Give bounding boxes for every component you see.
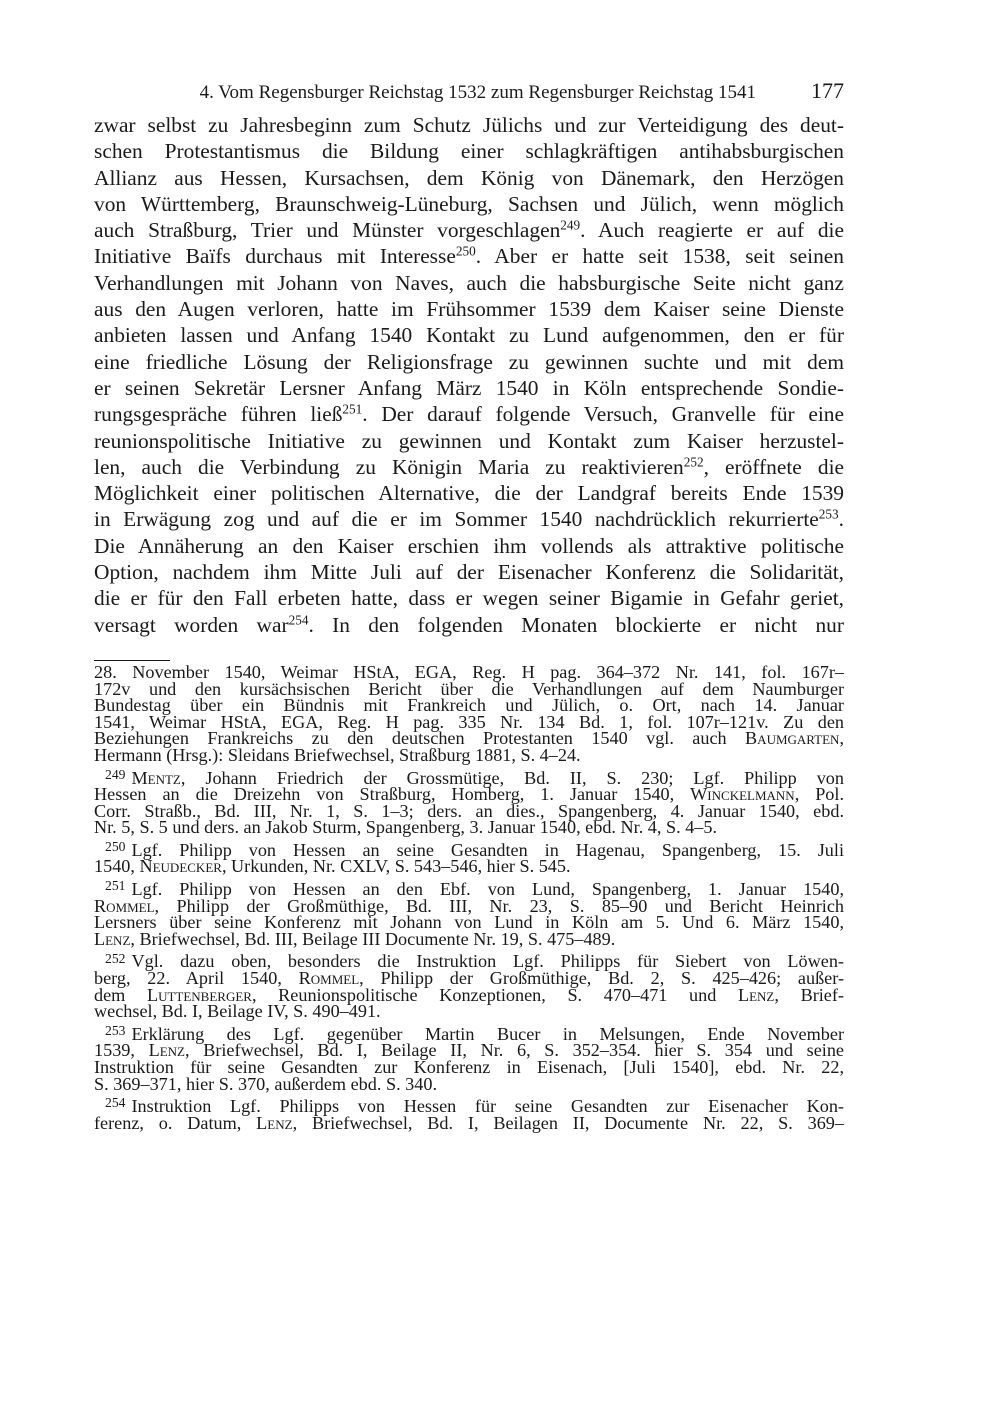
author-name: Lenz (256, 1112, 293, 1133)
footnote-text: ferenz, o. Datum, Lenz, Briefwechsel, Bd. I, Beilagen II, Documente Nr. 22, S. 369– (94, 1112, 844, 1133)
text-line: von Württemberg, Braunschweig-Lüneburg, Sachsen und Jülich, wenn möglich (94, 191, 844, 216)
footnote-text: Erklärung des Lgf. gegenüber Martin Bucer in Melsungen, Ende November (131, 1023, 844, 1044)
footnote-line (94, 1073, 844, 1094)
text-line: er seinen Sekretär Lersner Anfang März 1540 in Köln entsprechende Sondie- (94, 375, 844, 400)
footnote (94, 1095, 844, 1133)
footnotes (94, 661, 845, 1133)
footnote-number: 250 (105, 839, 126, 855)
footnote (94, 878, 844, 949)
footnote-reference[interactable]: 252 (683, 454, 704, 470)
footnote (94, 950, 844, 1022)
text-segment: in Erwägung zog und auf die er im Sommer 1540 nachdrücklich rekurrierte (94, 507, 819, 532)
author-name: Lenz (737, 984, 775, 1005)
footnote-separator (94, 660, 170, 661)
author-name: Winckelmann (690, 784, 795, 805)
running-title: 4. Vom Regensburger Reichstag 1532 zum Regensburger Reichstag 1541 (199, 82, 756, 103)
text-segment: . (838, 507, 844, 532)
footnote-number: 254 (105, 1095, 126, 1111)
footnote (94, 661, 844, 765)
footnote (94, 1023, 845, 1094)
footnote-text: Lersners über seine Konferenz mit Johann von Lund in Köln am 5. Und 6. März 1540, (94, 912, 844, 933)
footnote-text: Hessen an die Dreizehn von Straßburg, Homberg, 1. Januar 1540, Winckelmann, Pol. (94, 784, 844, 805)
author-name: Rommel (94, 895, 155, 916)
text-line: schen Protestantismus die Bildung einer schlagkräftigen antihabsburgischen (94, 139, 844, 164)
author-name: Mentz (131, 767, 181, 788)
footnote-line (94, 858, 844, 875)
text-line: zwar selbst zu Jahresbeginn zum Schutz Jülichs und zur Verteidigung des deut- (94, 113, 844, 137)
footnote-text: Vgl. dazu oben, besonders die Instruktion Lgf. Philipps für Siebert von Löwen- (131, 951, 844, 972)
footnote-text: wechsel, Bd. I, Beilage IV, S. 490–491. (94, 1001, 381, 1022)
text-segment: auch Straßburg, Trier und Münster vorgeschlagen (94, 218, 561, 243)
text-line: Verhandlungen mit Johann von Naves, auch die habsburgische Seite nicht ganz (94, 270, 844, 295)
footnote-line (94, 1003, 844, 1020)
footnote-text: Instruktion Lgf. Philipps von Hessen für seine Gesandten zur Eisenacher Kon- (131, 1096, 844, 1117)
text-segment: . Der darauf folgende Versuch, Granvelle für eine (362, 402, 844, 427)
text-segment: . In den folgenden Monaten blockierte er nicht nur (308, 612, 844, 637)
footnote-reference[interactable]: 249 (560, 217, 581, 233)
text-line: aus den Augen verloren, hatte im Frühsommer 1539 dem Kaiser seine Dienste (94, 297, 844, 322)
footnote-text: Nr. 5, S. 5 und ders. an Jakob Sturm, Spangenberg, 3. Januar 1540, ebd. Nr. 4, S. 4–5. (94, 817, 718, 838)
footnote-text: Hermann (Hrsg.): Sleidans Briefwechsel, Straßburg 1881, S. 4–24. (94, 744, 581, 765)
footnote-number: 253 (105, 1023, 126, 1039)
main-text (94, 112, 844, 638)
footnote-reference[interactable]: 254 (288, 612, 309, 628)
footnote-text: S. 369–371, hier S. 370, außerdem ebd. S. 340. (94, 1073, 438, 1094)
text-segment: len, auch die Verbindung zu Königin Maria zu reaktivieren (94, 454, 684, 479)
footnote-text: berg, 22. April 1540, Rommel, Philipp der Großmüthige, Bd. 2, S. 425–426; außer- (94, 968, 844, 989)
footnote-text: 1540, Neudecker, Urkunden, Nr. CXLV, S. 543–546, hier S. 545. (94, 856, 571, 877)
footnote-reference[interactable]: 253 (818, 507, 839, 523)
footnote-text: Rommel, Philipp der Großmüthige, Bd. III, Nr. 23, S. 85–90 und Bericht Heinrich (94, 895, 844, 916)
author-name: Luttenberger (146, 984, 252, 1005)
text-line (94, 454, 844, 480)
text-line: die er für den Fall erbeten hatte, dass er wegen seiner Bigamie in Gefahr geriet, (94, 586, 844, 611)
text-segment: versagt worden war (94, 612, 289, 637)
footnote-text: Mentz, Johann Friedrich der Grossmütige, Bd. II, S. 230; Lgf. Philipp von (131, 767, 844, 788)
text-segment: rungsgespräche führen ließ (94, 402, 343, 427)
footnote-reference[interactable]: 250 (455, 244, 476, 260)
footnote-line (94, 928, 844, 949)
author-name: Lenz (148, 1040, 185, 1061)
text-line (94, 243, 844, 269)
footnote-text: 172v und den kursächsischen Bericht über die Verhandlungen auf dem Naumburger (94, 678, 844, 699)
footnote-text: Beziehungen Frankreichs zu den deutschen Protestanten 1540 vgl. auch Baumgarten, (94, 728, 844, 749)
footnote-line (94, 1112, 844, 1133)
footnote-number: 249 (105, 766, 126, 782)
footnote-text: Corr. Straßb., Bd. III, Nr. 1, S. 1–3; ders. an dies., Spangenberg, 4. Januar 1540, ebd. (94, 800, 844, 821)
footnote-text: Lgf. Philipp von Hessen an seine Gesandten in Hagenau, Spangenberg, 15. Juli (131, 839, 844, 860)
footnote-text: Lenz, Briefwechsel, Bd. III, Beilage III Documente Nr. 19, S. 475–489. (94, 928, 616, 949)
text-line: reunionspolitische Initiative zu gewinnen und Kontakt zum Kaiser herzustel- (94, 428, 844, 453)
text-line: Möglichkeit einer politischen Alternative, die der Landgraf bereits Ende 1539 (94, 481, 844, 506)
text-line (94, 217, 844, 243)
author-name: Baumgarten (745, 728, 840, 749)
text-line (94, 401, 844, 427)
text-line (94, 506, 844, 532)
footnote-text: 1541, Weimar HStA, EGA, Reg. H pag. 335 Nr. 134 Bd. 1, fol. 107r–121v. Zu den (94, 711, 844, 732)
text-segment: . Aber er hatte seit 1538, seit seinen (475, 244, 844, 269)
text-line: eine friedliche Lösung der Religionsfrage zu gewinnen suchte und mit dem (94, 349, 844, 374)
footnote-line (94, 819, 844, 836)
footnote-number: 252 (105, 950, 126, 966)
text-segment: , eröffnete die (703, 454, 844, 479)
text-line: Die Annäherung an den Kaiser erschien ihm vollends als attraktive politische (94, 533, 844, 558)
author-name: Neudecker (139, 856, 222, 877)
text-line: anbieten lassen und Anfang 1540 Kontakt zu Lund aufgenommen, den er für (94, 323, 844, 348)
text-line: Allianz aus Hessen, Kursachsen, dem König von Dänemark, den Herzögen (94, 165, 844, 190)
footnote-text: Instruktion für seine Gesandten zur Konferenz in Eisenach, [Juli 1540], ebd. Nr. 22, (94, 1057, 844, 1077)
author-name: Rommel (298, 968, 360, 989)
running-head (94, 78, 844, 108)
footnote-text: Lgf. Philipp von Hessen an den Ebf. von Lund, Spangenberg, 1. Januar 1540, (131, 879, 844, 900)
page-number: 177 (811, 78, 844, 103)
footnote-text: dem Luttenberger, Reunionspolitische Konzeptionen, S. 470–471 und Lenz, Brief- (94, 984, 844, 1005)
book-page (94, 78, 844, 1137)
text-segment: . Auch reagierte er auf die (580, 218, 844, 243)
footnote-text: 28. November 1540, Weimar HStA, EGA, Reg. H pag. 364–372 Nr. 141, fol. 167r– (94, 661, 844, 682)
text-line: Option, nachdem ihm Mitte Juli auf der Eisenacher Konferenz die Solidarität, (94, 560, 844, 585)
footnote (94, 766, 844, 838)
footnote-number: 251 (105, 878, 126, 894)
footnote-text: Bundestag über ein Bündnis mit Frankreich und Jülich, o. Ort, nach 14. Januar (94, 695, 844, 716)
footnote-line (94, 744, 844, 765)
text-line (94, 612, 844, 638)
footnote-text: 1539, Lenz, Briefwechsel, Bd. I, Beilage II, Nr. 6, S. 352–354. hier S. 354 und seine (94, 1040, 845, 1061)
footnote (94, 839, 844, 877)
text-segment: Initiative Baïfs durchaus mit Interesse (94, 244, 456, 269)
author-name: Lenz (94, 928, 131, 949)
footnote-reference[interactable]: 251 (342, 401, 363, 417)
